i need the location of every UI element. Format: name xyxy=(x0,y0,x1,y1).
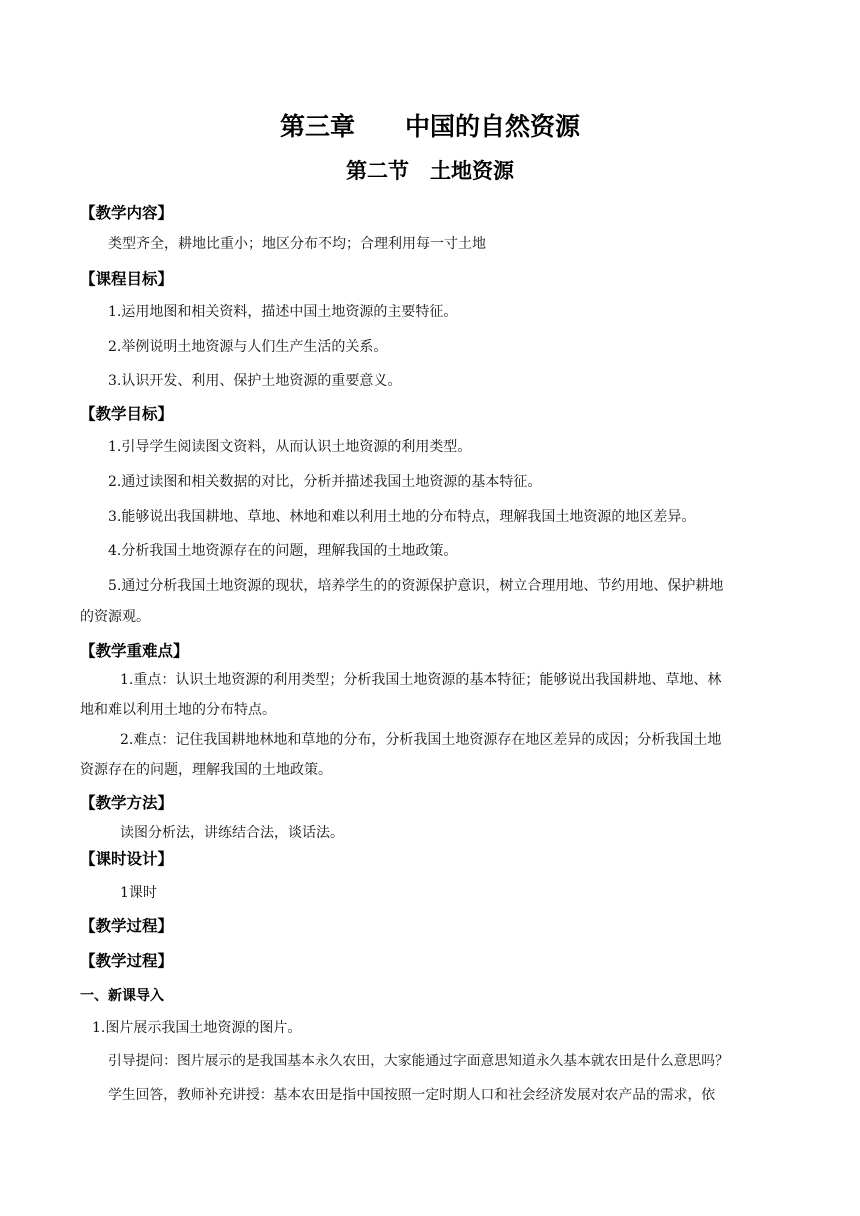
new-lesson-heading: 一、新课导入 xyxy=(80,988,164,1004)
course-goals-heading: 【课程目标】 xyxy=(80,270,174,288)
key-points-heading: 【教学重难点】 xyxy=(80,642,189,660)
key-point-item-continued: 地和难以利用土地的分布特点。 xyxy=(80,702,276,718)
course-goal-item: 2.举例说明土地资源与人们生产生活的关系。 xyxy=(108,339,388,355)
new-lesson-answer: 学生回答，教师补充讲授：基本农田是指中国按照一定时期人口和社会经济发展对农产品的需求，依 xyxy=(108,1087,716,1103)
new-lesson-item: 1.图片展示我国土地资源的图片。 xyxy=(92,1020,302,1036)
new-lesson-question: 引导提问：图片展示的是我国基本永久农田，大家能通过字面意思知道永久基本就农田是什么意思吗？ xyxy=(108,1053,729,1069)
lesson-design-heading: 【课时设计】 xyxy=(80,850,174,868)
teaching-goal-item: 3.能够说出我国耕地、草地、林地和难以利用土地的分布特点，理解我国土地资源的地区差异。 xyxy=(108,509,696,525)
teaching-content-heading: 【教学内容】 xyxy=(80,204,174,222)
key-point-item: 2.难点：记住我国耕地林地和草地的分布，分析我国土地资源存在地区差异的成因；分析我国土地 xyxy=(120,732,722,748)
teaching-content-text: 类型齐全，耕地比重小；地区分布不均；合理利用每一寸土地 xyxy=(108,236,486,252)
key-point-item-continued: 资源存在的问题，理解我国的土地政策。 xyxy=(80,762,332,778)
process-heading: 【教学过程】 xyxy=(80,917,174,935)
chapter-title: 第三章 中国的自然资源 xyxy=(279,112,580,141)
teaching-goals-heading: 【教学目标】 xyxy=(80,405,174,423)
process-heading: 【教学过程】 xyxy=(80,952,174,970)
course-goal-item: 3.认识开发、利用、保护土地资源的重要意义。 xyxy=(108,373,402,389)
course-goal-item: 1.运用地图和相关资料，描述中国土地资源的主要特征。 xyxy=(108,304,458,320)
teaching-goal-item: 2.通过读图和相关数据的对比，分析并描述我国土地资源的基本特征。 xyxy=(108,474,542,490)
teaching-goal-item: 5.通过分析我国土地资源的现状，培养学生的的资源保护意识，树立合理用地、节约用地、保护耕地 xyxy=(108,578,724,594)
teaching-goal-item: 4.分析我国土地资源存在的问题，理解我国的土地政策。 xyxy=(108,543,458,559)
teaching-goal-item-continued: 的资源观。 xyxy=(80,609,150,625)
methods-heading: 【教学方法】 xyxy=(80,794,174,812)
lesson-design-text: 1课时 xyxy=(120,885,157,901)
section-title: 第二节 土地资源 xyxy=(346,159,514,183)
key-point-item: 1.重点：认识土地资源的利用类型；分析我国土地资源的基本特征；能够说出我国耕地、草地、林 xyxy=(120,672,722,688)
teaching-goal-item: 1.引导学生阅读图文资料，从而认识土地资源的利用类型。 xyxy=(108,439,472,455)
methods-text: 读图分析法，讲练结合法，谈话法。 xyxy=(120,825,344,841)
